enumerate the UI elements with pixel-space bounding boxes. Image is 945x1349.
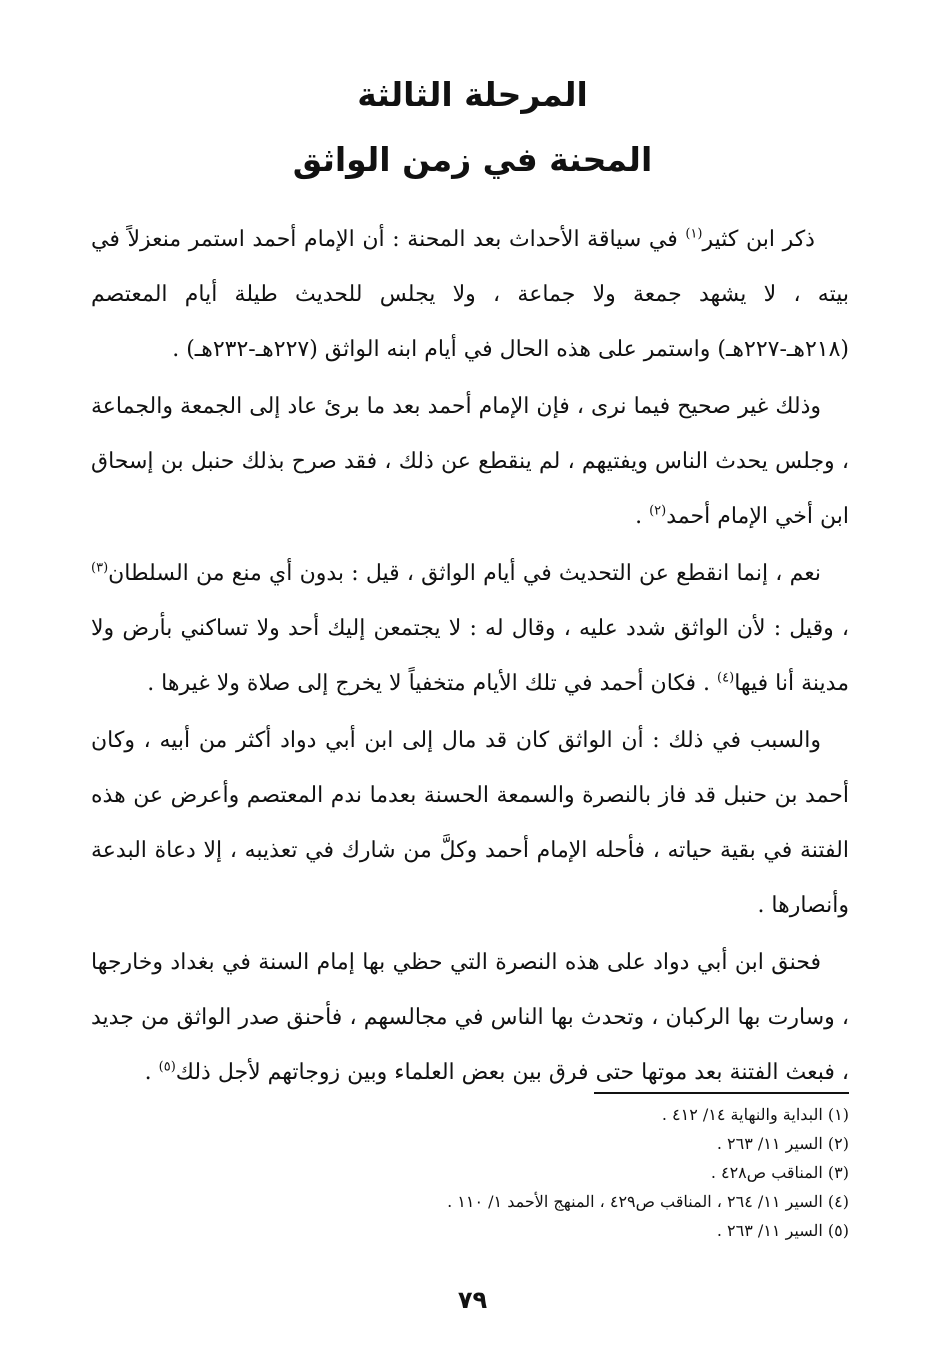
footnote-ref-1: (١)	[685, 226, 703, 242]
paragraph-2-text-end: .	[635, 504, 650, 529]
paragraph-2	[91, 379, 849, 544]
footnote-ref-4: (٤)	[717, 670, 735, 686]
footnote-5: (٥) السير ١١/ ٢٦٣ .	[716, 1221, 849, 1240]
paragraph-5-text-start: فحنق ابن أبي دواد على هذه النصرة التي حظي بها إمام السنة في بغداد وخارجها ، وسارت بها الركبان ، وتحدث بها الناس في مجالسهم ، فأحنق صدر الواثق من جديد ، فبعث الفتنة بعد موتها حتى فرق بين بعض العلماء وبين زوجاتهم لأجل ذلك	[91, 950, 849, 1085]
chapter-subtitle: المحنة في زمن الواثق	[292, 140, 653, 179]
paragraph-3	[91, 546, 849, 711]
footnote-1: (١) البداية والنهاية ١٤/ ٤١٢ .	[661, 1105, 849, 1124]
paragraph-3-text-middle: ، وقيل : لأن الواثق شدد عليه ، وقال له : لا يجتمعن إليك أحد ولا تساكني بأرض ولا مدينة أنا فيها	[91, 616, 849, 696]
paragraph-5	[91, 935, 849, 1100]
page-number: ٧٩	[457, 1286, 488, 1314]
paragraph-2-text-start: وذلك غير صحيح فيما نرى ، فإن الإمام أحمد بعد ما برئ عاد إلى الجمعة والجماعة ، وجلس يحدث الناس ويفتيهم ، لم ينقطع عن ذلك ، فقد صرح بذلك حنبل بن إسحاق ابن أخي الإمام أحمد	[91, 394, 849, 529]
footnote-divider	[594, 1092, 849, 1094]
footnote-ref-3: (٣)	[91, 560, 109, 576]
footnote-4: (٤) السير ١١/ ٢٦٤ ، المناقب ص٤٢٩ ، المنهج الأحمد ١/ ١١٠ .	[447, 1192, 849, 1211]
footnotes	[91, 1100, 849, 1245]
footnote-2: (٢) السير ١١/ ٢٦٣ .	[716, 1134, 849, 1153]
paragraph-1	[91, 212, 849, 377]
paragraph-4-text: والسبب في ذلك : أن الواثق كان قد مال إلى ابن أبي دواد أكثر من أبيه ، وكان أحمد بن حنبل قد فاز بالنصرة والسمعة الحسنة بعدما ندم المعتصم وأعرض عن هذه الفتنة في بقية حياته ، فأحله الإمام أحمد وكلَّ من شارك في تعذيبه ، إلا دعاة البدعة وأنصارها .	[91, 728, 849, 918]
footnote-3: (٣) المناقب ص٤٢٨ .	[710, 1163, 849, 1182]
paragraph-1-text-start: ذكر ابن كثير	[702, 227, 815, 252]
paragraph-1-text-end: في سياقة الأحداث بعد المحنة : أن الإمام أحمد استمر منعزلاً في بيته ، لا يشهد جمعة ولا جماعة ، ولا يجلس للحديث طيلة أيام المعتصم (٢١٨هـ-٢٢٧هـ) واستمر على هذه الحال في أيام ابنه الواثق (٢٢٧هـ-٢٣٢هـ) .	[91, 227, 849, 362]
paragraph-3-text-start: نعم ، إنما انقطع عن التحديث في أيام الواثق ، قيل : بدون أي منع من السلطان	[108, 561, 821, 586]
footnote-ref-5: (٥)	[158, 1059, 176, 1075]
chapter-heading	[0, 75, 945, 179]
paragraph-3-text-end: . فكان أحمد في تلك الأيام متخفياً لا يخرج إلى صلاة ولا غيرها .	[147, 671, 718, 696]
chapter-title: المرحلة الثالثة	[357, 75, 588, 114]
paragraph-4	[91, 713, 849, 933]
footnote-ref-2: (٢)	[649, 503, 667, 519]
paragraph-5-text-end: .	[144, 1060, 159, 1085]
body-text	[91, 212, 849, 1102]
